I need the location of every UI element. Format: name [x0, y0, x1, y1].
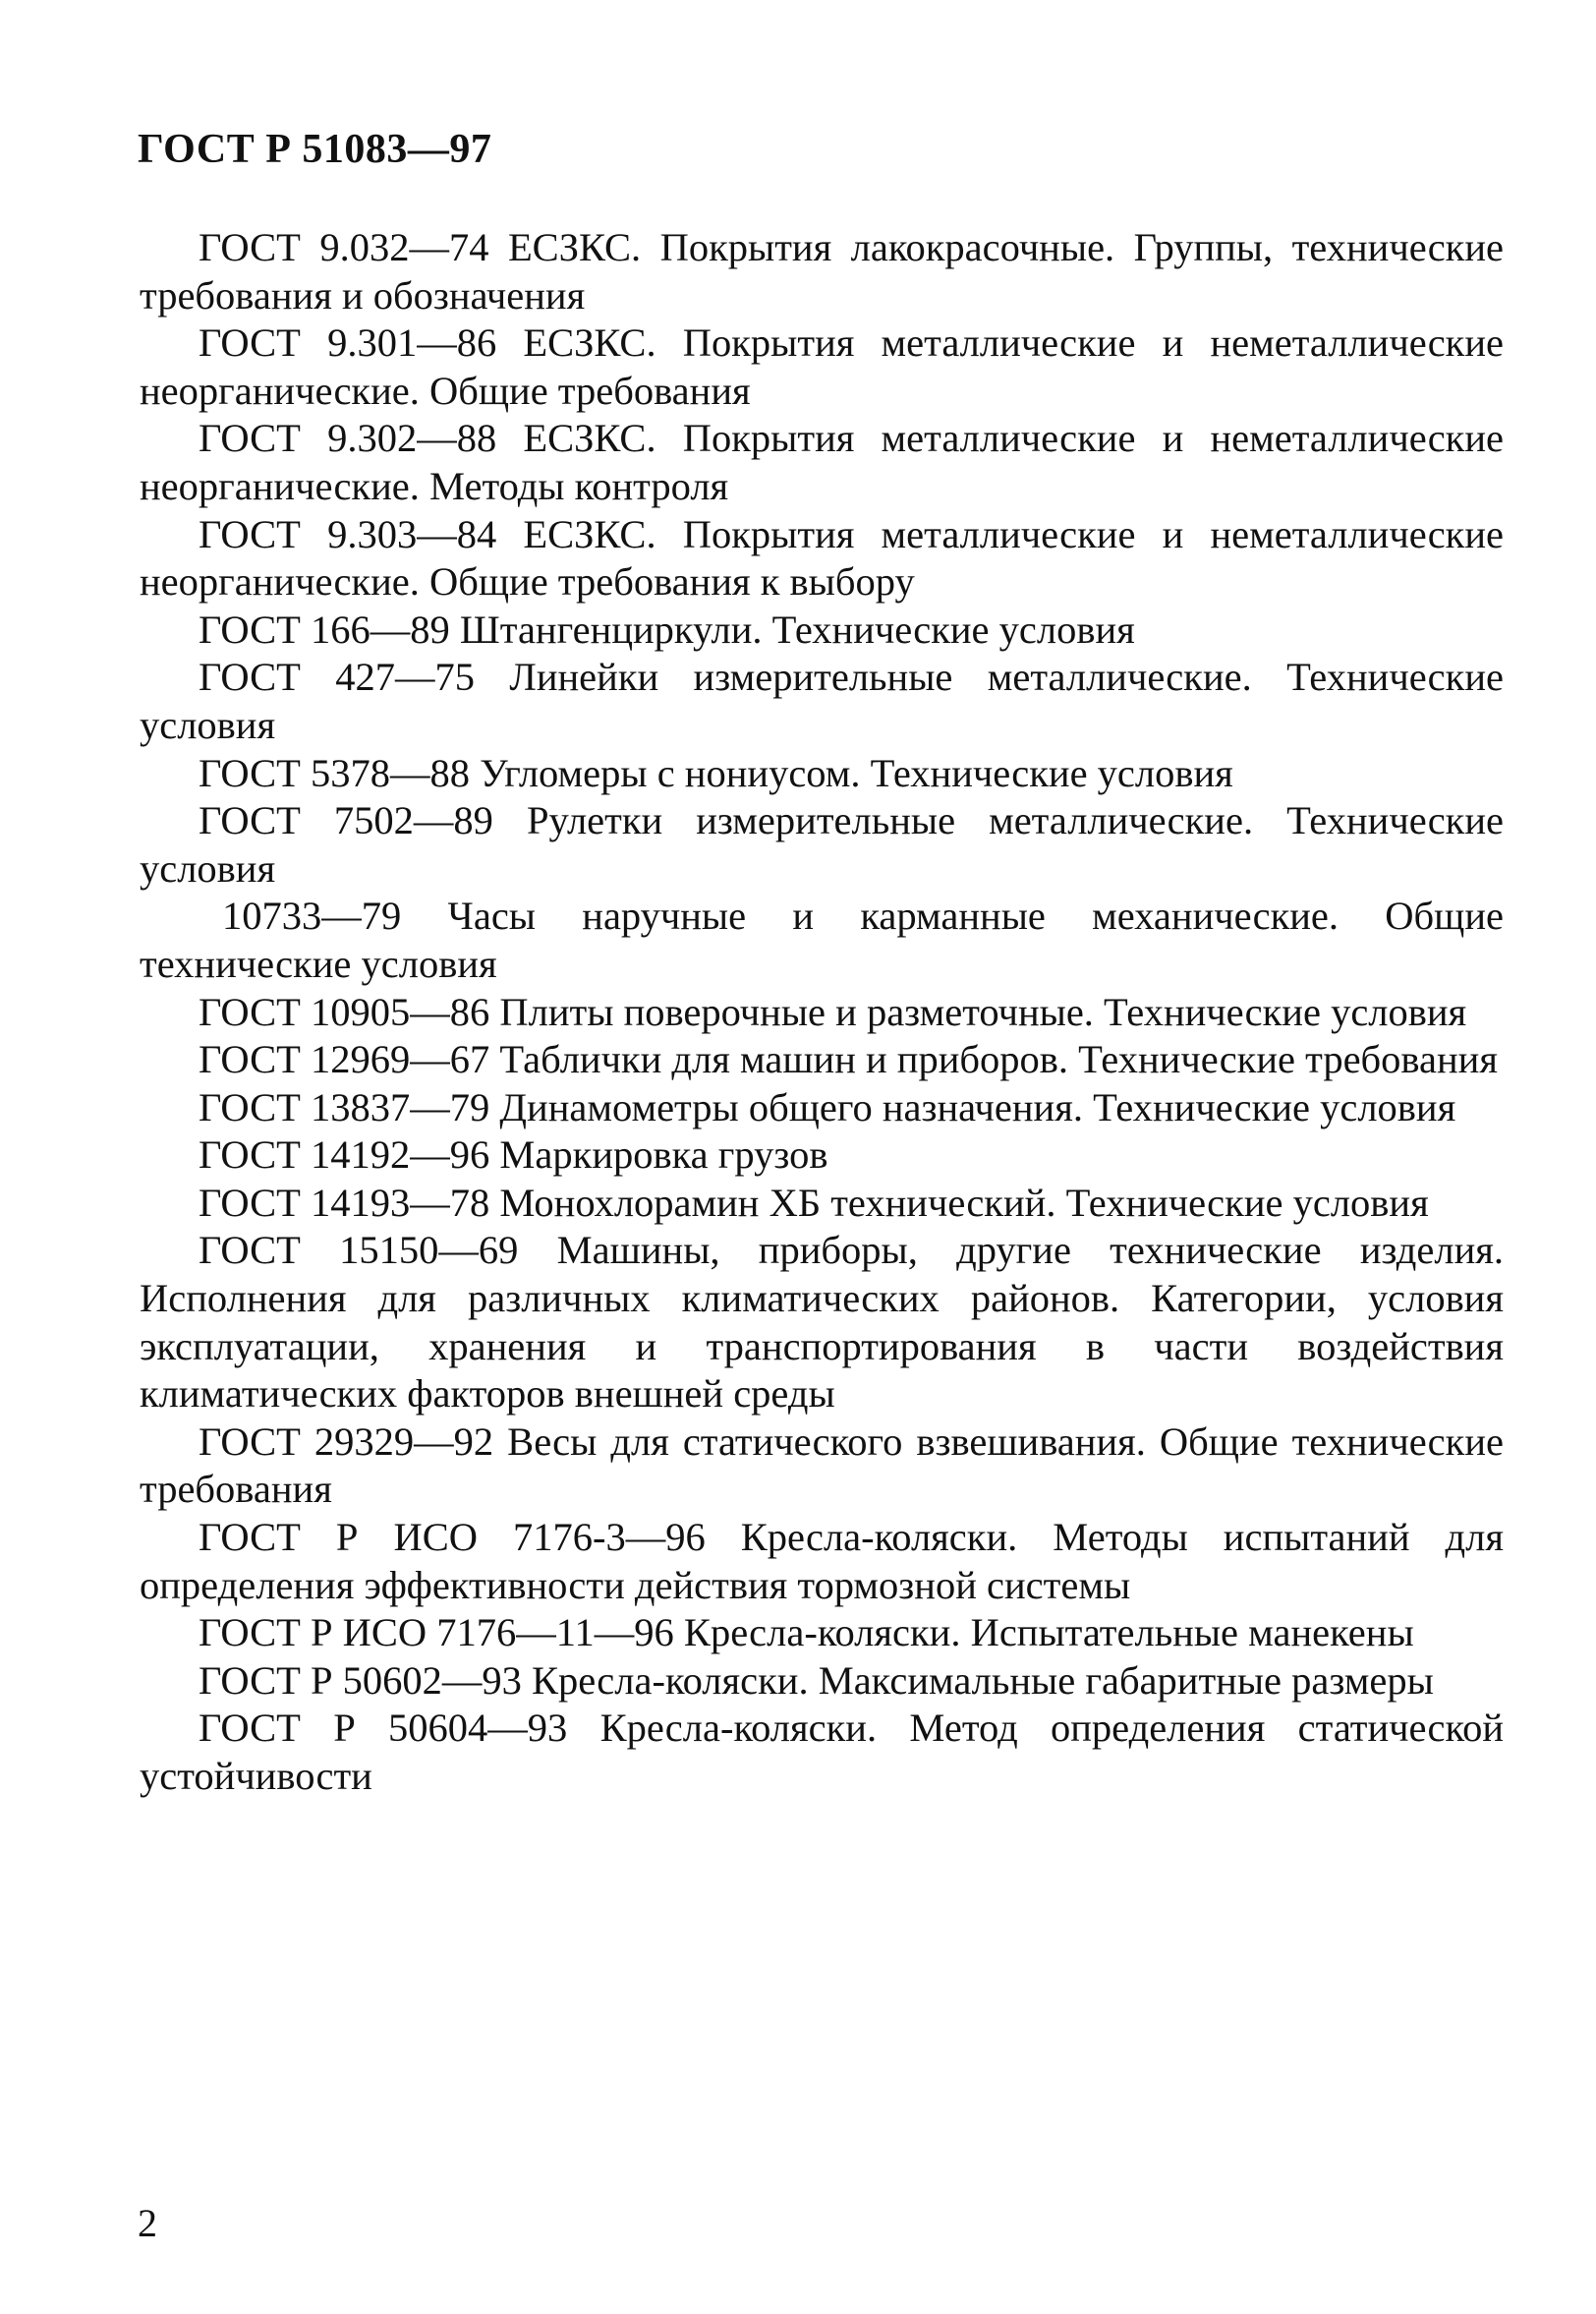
reference-item: ГОСТ Р 50602—93 Кресла-коляски. Максимальные габаритные размеры — [199, 1657, 1434, 1703]
reference-item: ГОСТ 7502—89 Рулетки измерительные металлические. Технические условия — [140, 798, 1504, 891]
reference-item: ГОСТ 427—75 Линейки измерительные металлические. Технические условия — [140, 655, 1504, 747]
normative-references-list — [140, 224, 1504, 1801]
reference-item: ГОСТ 29329—92 Весы для статического взвешивания. Общие технические требования — [140, 1418, 1504, 1512]
reference-item: ГОСТ 9.032—74 ЕСЗКС. Покрытия лакокрасочные. Группы, технические требования и обозначения — [140, 225, 1504, 318]
reference-item: ГОСТ 14193—78 Монохлорамин ХБ технический. Технические условия — [199, 1180, 1429, 1225]
reference-item: ГОСТ 9.303—84 ЕСЗКС. Покрытия металлические и неметаллические неорганические. Общие требования к выбору — [140, 511, 1504, 605]
reference-item: ГОСТ 9.301—86 ЕСЗКС. Покрытия металлические и неметаллические неорганические. Общие требования — [140, 320, 1504, 413]
reference-item: ГОСТ 12969—67 Таблички для машин и приборов. Технические требования — [199, 1037, 1498, 1082]
reference-item: ГОСТ 9.302—88 ЕСЗКС. Покрытия металлические и неметаллические неорганические. Методы контроля — [140, 416, 1504, 508]
reference-item: ГОСТ 10905—86 Плиты поверочные и разметочные. Технические условия — [199, 989, 1467, 1034]
page-number: 2 — [138, 2201, 157, 2245]
document-header: ГОСТ Р 51083—97 — [138, 127, 492, 172]
reference-item: 10733—79 Часы наручные и карманные механические. Общие технические условия — [140, 894, 1504, 986]
reference-item: ГОСТ Р ИСО 7176—11—96 Кресла-коляски. Испытательные манекены — [199, 1610, 1414, 1655]
reference-item: ГОСТ 166—89 Штангенциркули. Технические условия — [199, 607, 1135, 652]
reference-item: ГОСТ Р 50604—93 Кресла-коляски. Метод определения статической устойчивости — [140, 1706, 1504, 1798]
reference-item: ГОСТ Р ИСО 7176-3—96 Кресла-коляски. Методы испытаний для определения эффективности действия тормозной системы — [140, 1515, 1504, 1607]
reference-item: ГОСТ 5378—88 Угломеры с нониусом. Технические условия — [199, 750, 1233, 795]
reference-item: ГОСТ 14192—96 Маркировка грузов — [199, 1132, 828, 1178]
reference-item: ГОСТ 15150—69 Машины, приборы, другие технические изделия. Исполнения для различных климатических районов. Категории, условия эксплуатации, хранения и транспортирования в части воздействия климатических факторов внешней среды — [140, 1228, 1504, 1417]
reference-item: ГОСТ 13837—79 Динамометры общего назначения. Технические условия — [199, 1084, 1456, 1129]
